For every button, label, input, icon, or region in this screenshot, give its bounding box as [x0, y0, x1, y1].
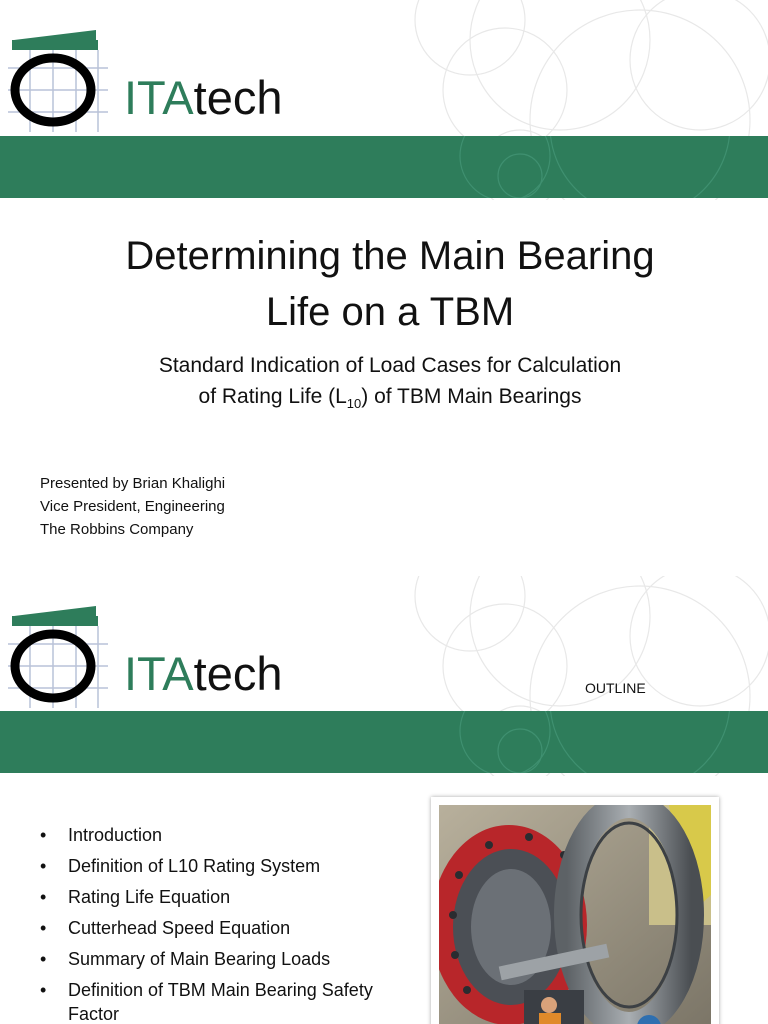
- brand-tech: tech: [193, 71, 283, 124]
- brand-ita: ITA: [124, 647, 194, 700]
- slide-title: [40, 228, 740, 340]
- list-item-text: Definition of L10 Rating System: [68, 856, 321, 876]
- outline-heading: OUTLINE: [585, 680, 646, 696]
- list-item: [40, 947, 390, 971]
- list-item: [40, 854, 390, 878]
- bullet-icon: •: [40, 825, 47, 845]
- list-item-text: Definition of TBM Main Bearing Safety Factor: [68, 980, 373, 1024]
- itatech-logo-icon: [8, 28, 108, 132]
- presenter-name: Presented by Brian Khalighi: [40, 475, 226, 492]
- list-item-text: Summary of Main Bearing Loads: [68, 949, 331, 969]
- subtitle-subscript: 10: [346, 396, 362, 412]
- bullet-icon: •: [40, 856, 47, 876]
- subtitle-line-1: Standard Indication of Load Cases for Calculation: [158, 354, 622, 377]
- presenter-company: The Robbins Company: [40, 521, 194, 538]
- band-decoration: [0, 711, 768, 773]
- bullet-icon: •: [40, 918, 47, 938]
- list-item: [40, 823, 390, 847]
- title-line-1: Determining the Main Bearing: [125, 234, 655, 278]
- list-item: [40, 916, 390, 940]
- list-item-text: Rating Life Equation: [68, 887, 231, 907]
- subtitle-line-2-end: ) of TBM Main Bearings: [361, 385, 582, 408]
- outline-list: [40, 823, 390, 1024]
- outline-slide: [0, 576, 768, 1024]
- list-item: [40, 978, 390, 1024]
- brand-ita: ITA: [124, 71, 194, 124]
- tbm-main-bearing-photo: [439, 805, 711, 1024]
- subtitle-line-2: [40, 381, 740, 419]
- list-item-text: Cutterhead Speed Equation: [68, 918, 291, 938]
- band-decoration: [0, 136, 768, 198]
- brand-wordmark: [124, 646, 282, 702]
- bullet-icon: •: [40, 980, 47, 1000]
- bullet-icon: •: [40, 949, 47, 969]
- bullet-icon: •: [40, 887, 47, 907]
- tbm-photo-frame: [431, 797, 719, 1024]
- brand-tech: tech: [193, 647, 283, 700]
- list-item: [40, 885, 390, 909]
- title-line-2: Life on a TBM: [265, 290, 515, 334]
- presenter-info: [40, 472, 225, 541]
- itatech-logo-icon: [8, 604, 108, 708]
- brand-wordmark: [124, 70, 282, 126]
- subtitle-line-2-start: of Rating Life (L: [198, 385, 347, 408]
- list-item-text: Introduction: [68, 825, 163, 845]
- presenter-role: Vice President, Engineering: [40, 498, 225, 515]
- slide-subtitle: [40, 350, 740, 419]
